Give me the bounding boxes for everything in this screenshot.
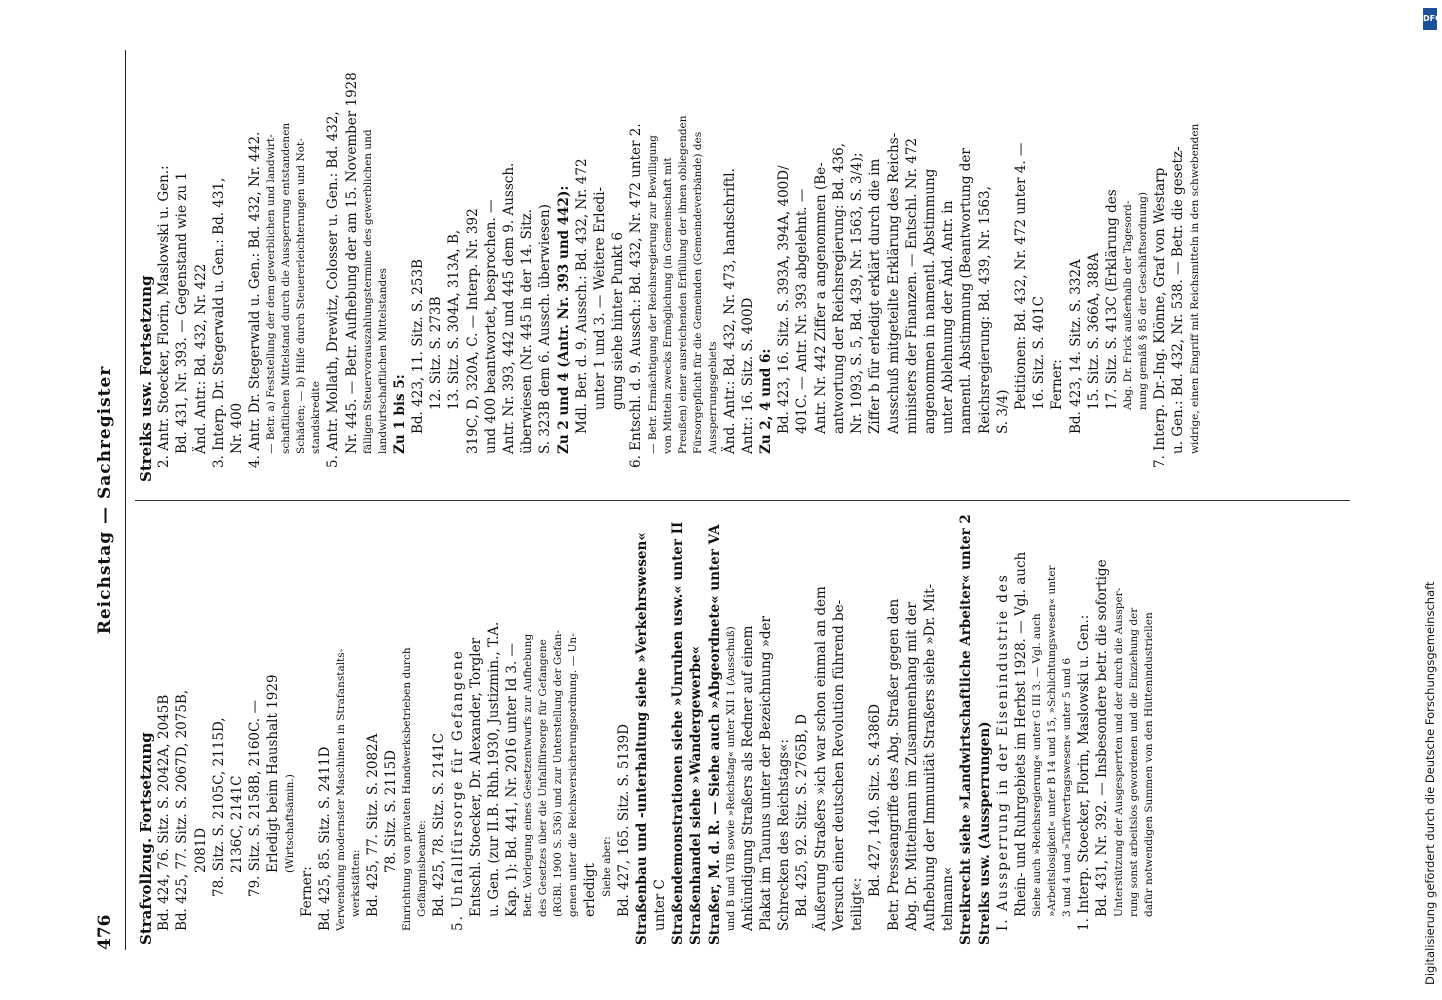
header-rule [125, 50, 126, 950]
index-line: Schäden; — b) Hilfe durch Steuererleichterungen und Not- [295, 138, 308, 454]
index-line: schaftlichen Mittelstand durch die Aussperrung entstandenen [280, 122, 293, 454]
index-line: Gefängnisbeamte: [416, 820, 429, 917]
index-line: teiligt«: [849, 877, 866, 931]
index-line: Bd. 425, 77. Sitz. S. 2067D, 2075B, [174, 689, 191, 931]
index-line: 2. Antr. Stoecker, Florin, Maslowski u. Gen.: [156, 165, 173, 468]
index-line: Äußerung Straßers »ich war schon einmal an dem [812, 586, 829, 931]
index-line: Mdl. Ber. d. 9. Aussch.: Bd. 432, Nr. 472 [573, 158, 590, 434]
index-line: 5. Unfallfürsorge für Gefangene [449, 649, 466, 931]
right-column [137, 52, 1347, 482]
index-line: Abg. Dr. Frick außerhalb der Tagesord- [1122, 200, 1135, 410]
index-line: Strafvollzug. Fortsetzung [137, 732, 155, 945]
index-line: rung sonst arbeitslos gewordenen und die Einziehung der [1127, 607, 1140, 917]
index-line: Antr.: 16. Sitz. S. 400D [739, 297, 756, 454]
index-line: Abg. Dr. Mittelmann im Zusammenhang mit der [903, 602, 920, 931]
index-line: Antr. Nr. 393, 442 und 445 dem 9. Aussch. [501, 162, 518, 454]
index-line: Aussperrungsgebiets [706, 341, 719, 454]
index-line: 319C, D, 320A, C. — Interp. Nr. 392 [464, 208, 481, 454]
page-header [95, 50, 125, 950]
index-line: Bd. 425, 85. Sitz. S. 2411D [316, 746, 333, 931]
index-line: I. Aussperrung in der Eisenindustrie des [994, 573, 1011, 931]
index-line: widrige, einen Eingriff mit Reichsmitteln in den schwebenden [1188, 123, 1201, 454]
register-page [45, 0, 1390, 1000]
index-line: Nr. 445. — Betr. Aufhebung der am 15. November 1928 [343, 72, 360, 454]
digitization-sidebar [1423, 0, 1442, 1000]
index-line: Erledigt beim Haushalt 1929 [265, 674, 282, 873]
page-title: Reichstag — Sachregister [95, 365, 115, 635]
column-divider [135, 500, 1350, 501]
index-line: Verwendung modernster Maschinen in Strafanstalts- [335, 648, 348, 931]
index-line: namentl. Abstimmung (Beantwortung der [958, 148, 975, 434]
index-line: 78. Sitz. S. 2105C, 2115D, [210, 717, 227, 897]
index-line: 13. Sitz. S. 304A, 313A, B, [446, 229, 463, 410]
index-line: unter 1 und 3. — Weitere Erledi- [592, 186, 609, 410]
index-line: des Gesetzes über die Unfallfürsorge für Gefangene [537, 639, 550, 917]
index-line: Änd. Antr.: Bd. 432, Nr. 473, handschriftl. [721, 168, 738, 454]
index-line: nung gemäß § 85 der Geschäftsordnung) [1137, 192, 1150, 410]
index-line: Aufhebung der Immunität Straßers siehe »Dr. Mit- [921, 583, 938, 931]
index-line: Versuch einer deutschen Revolution führend be- [830, 599, 847, 931]
index-line: 79. Sitz. S. 2158B, 2160C. — [247, 700, 264, 897]
index-line: (Wirtschaftsämin.) [283, 774, 296, 873]
index-line: Bd. 425, 78. Sitz. S. 2141C [431, 733, 448, 917]
digitization-credit: Digitalisierung gefördert durch die Deutsche Forschungsgemeinschaft [1423, 581, 1437, 985]
index-line: standskredite [310, 381, 323, 454]
index-line: 2136C, 2141C [229, 775, 246, 873]
index-line: Entschl. Stoecker, Dr. Alexander, Torgler [467, 637, 484, 917]
index-line: Antr. Nr. 442 Ziffer a angenommen (Be- [812, 162, 829, 434]
index-line: Nr. 1093, S. 5, Bd. 439, Nr. 1563, S. 3/4); [849, 152, 866, 434]
index-line: Bd. 425, 92. Sitz. S. 2765B, D [794, 714, 811, 917]
index-line: Preußen) einer ausreichenden Erfüllung der ihnen obliegenden [676, 115, 689, 454]
index-line: Rhein- und Ruhrgebiets im Herbst 1928. — Vgl. auch [1012, 551, 1029, 917]
index-line: Plakat im Taunus unter der Bezeichnung »der [758, 616, 775, 931]
index-line: Bd. 431, Nr. 393. — Gegenstand wie zu 1 [174, 172, 191, 454]
index-line: Bd. 427, 165. Sitz. S. 5139D [615, 723, 632, 917]
index-line: Siehe auch »Reichsregierung« unter G III 3. — Vgl. auch [1031, 613, 1044, 917]
index-line: unter Ablehnung der Änd. Antr. in [940, 200, 957, 434]
index-line: Bd. 423, 14. Sitz. S. 332A [1067, 259, 1084, 434]
index-line: 1. Interp. Stoecker, Florin, Maslowski u. Gen.: [1076, 614, 1093, 931]
index-line: Bd. 424, 76. Sitz. S. 2042A, 2045B [156, 694, 173, 931]
index-line: Ankündigung Straßers als Redner auf einem [739, 625, 756, 931]
index-line: Bd. 425, 77. Sitz. S. 2082A [365, 733, 382, 917]
index-line: fälligen Steuervorauszahlungstermine des gewerblichen und [361, 129, 374, 454]
index-line: 5. Antr. Mollath, Drewitz, Colosser u. Gen.: Bd. 432, [325, 111, 342, 468]
index-line: überwiesen (Nr. 445 in der 14. Sitz. [519, 208, 536, 454]
index-line: 4. Antr. Dr. Stegerwald u. Gen.: Bd. 432, Nr. 442. [247, 131, 264, 468]
index-line: 12. Sitz. S. 273B [428, 296, 445, 410]
index-line: Bd. 427, 140. Sitz. S. 4386D [867, 703, 884, 897]
index-line: Betr. Presseangriffe des Abg. Straßer gegen den [885, 598, 902, 931]
index-line: »Arbeitslosigkeit« unter B 14 und 15, »Schlichtungswesen« unter [1046, 565, 1059, 917]
index-line: 3. Interp. Dr. Stegerwald u. Gen.: Bd. 431, [210, 177, 227, 468]
index-line: Bd. 423, 16. Sitz. S. 393A, 394A, 400D/ [776, 165, 793, 434]
index-line: angenommen in namentl. Abstimmung [921, 168, 938, 434]
index-line: Siehe aber: [600, 836, 613, 897]
index-line: werkstätten: [350, 849, 363, 917]
index-line: von Mitteln zwecks Ermöglichung (in Gemeinschaft mit [661, 157, 674, 454]
index-line: antwortung der Reichsregierung: Bd. 436, [830, 142, 847, 434]
index-line: 17. Sitz. S. 413C (Erklärung des [1103, 189, 1120, 410]
index-line: Streiks usw. Fortsetzung [137, 275, 155, 482]
index-line: Zu 1 bis 5: [391, 374, 408, 454]
index-line: erledigt [582, 863, 599, 917]
index-line: Straßenbau und -unterhaltung siehe »Verkehrswesen« [633, 532, 650, 945]
index-line: Kap. 1): Bd. 441, Nr. 2016 unter Id 3. — [504, 642, 521, 917]
index-line: Straßendemonstrationen siehe »Unruhen usw.« unter II [670, 521, 687, 945]
index-line: und B und VIB sowie »Reichstag« unter XII 1 (Ausschuß) [724, 626, 737, 931]
dfg-logo: DFG [1423, 8, 1437, 30]
index-line: (RGBl. 1900 S. 536) und zur Unterstellung der Gefan- [552, 630, 565, 917]
index-line: Bd. 423, 11. Sitz. S. 253B [410, 259, 427, 434]
index-line: Bd. 431, Nr. 392. — Insbesondere betr. die sofortige [1094, 559, 1111, 917]
index-line: S. 323B dem 6. Aussch. überwiesen) [537, 204, 554, 454]
index-line: Änd. Antr.: Bd. 432, Nr. 422 [192, 263, 209, 454]
index-line: Ausschuß mitgeteilte Erklärung des Reichs- [885, 132, 902, 434]
index-line: und 400 beantwortet, besprochen. — [482, 199, 499, 454]
index-line: Schrecken des Reichstags«: [776, 738, 793, 931]
index-line: landwirtschaftlichen Mittelstandes [376, 268, 389, 454]
index-line: genen unter die Reichsversicherungsordnung. — Un- [567, 633, 580, 917]
index-line: S. 3/4) [994, 389, 1011, 434]
index-line: 16. Sitz. S. 401C [1031, 296, 1048, 410]
index-line: Betr. Vorlegung eines Gesetzentwurfs zur Aufhebung [522, 633, 535, 917]
index-line: u. Gen.: Bd. 432, Nr. 538. — Betr. die gesetz- [1170, 146, 1187, 454]
index-line: ministers der Finanzen. — Entschl. Nr. 472 [903, 137, 920, 434]
index-line: Ziffer b für erledigt erklärt durch die im [867, 158, 884, 434]
index-line: Streiks usw. (Aussperrungen) [976, 721, 993, 945]
index-line: Straßer, M. d. R. — Siehe auch »Abgeordnete« unter VA [706, 524, 723, 945]
index-line: — Betr. a) Feststellung der dem gewerblichen und landwirt- [265, 134, 278, 454]
index-line: Zu 2 und 4 (Antr. Nr. 393 und 442): [555, 185, 572, 454]
index-line: 401C. — Antr. Nr. 393 abgelehnt. — [794, 188, 811, 434]
index-line: Nr. 400 [229, 402, 246, 454]
index-line: Unterstützung der Ausgesperrten und der durch die Aussper- [1112, 587, 1125, 917]
index-line: 6. Entschl. d. 9. Aussch.: Bd. 432, Nr. 472 unter 2. [628, 123, 645, 468]
page-number: 476 [95, 914, 115, 950]
index-line: Ferner: [298, 866, 315, 917]
index-line: gung siehe hinter Punkt 6 [610, 232, 627, 410]
index-line: telmann« [940, 866, 957, 931]
index-line: Streikrecht siehe »Landwirtschaftliche Arbeiter« unter 2 [958, 514, 975, 945]
index-line: 15. Sitz. S. 366A, 388A [1085, 252, 1102, 410]
index-line: Einrichtung von privaten Handwerksbetrieben durch [401, 647, 414, 931]
index-line: 78. Sitz. S. 2115D [383, 750, 400, 873]
index-line: Zu 2, 4 und 6: [758, 348, 775, 454]
index-line: Petitionen: Bd. 432, Nr. 472 unter 4. — [1012, 142, 1029, 410]
index-line: 3 und 4 und »Tarifvertragswesen« unter 5 und 6 [1061, 657, 1074, 917]
left-column [137, 515, 1347, 945]
index-line: dafür notwendigen Summen von den Hüttenindustriellen [1142, 612, 1155, 917]
index-line: 2081D [192, 827, 209, 873]
index-line: 7. Interp. Dr.-Ing. Klönne, Graf von Westarp [1152, 167, 1169, 468]
index-line: Straßenhandel siehe »Wandergewerbe« [688, 645, 705, 945]
index-line: unter C [652, 879, 669, 931]
index-line: — Betr. Ermächtigung der Reichsregierung zur Bewilligung [646, 135, 659, 454]
index-line: Ferner: [1049, 359, 1066, 410]
index-line: u. Gen. (zur II.B. Rhh.1930, Justizmin., T.A. [486, 621, 503, 917]
index-line: Fürsorgepflicht für die Gemeinden (Gemeindeverbände) des [691, 131, 704, 454]
index-line: Reichsregierung: Bd. 439, Nr. 1563, [976, 186, 993, 434]
